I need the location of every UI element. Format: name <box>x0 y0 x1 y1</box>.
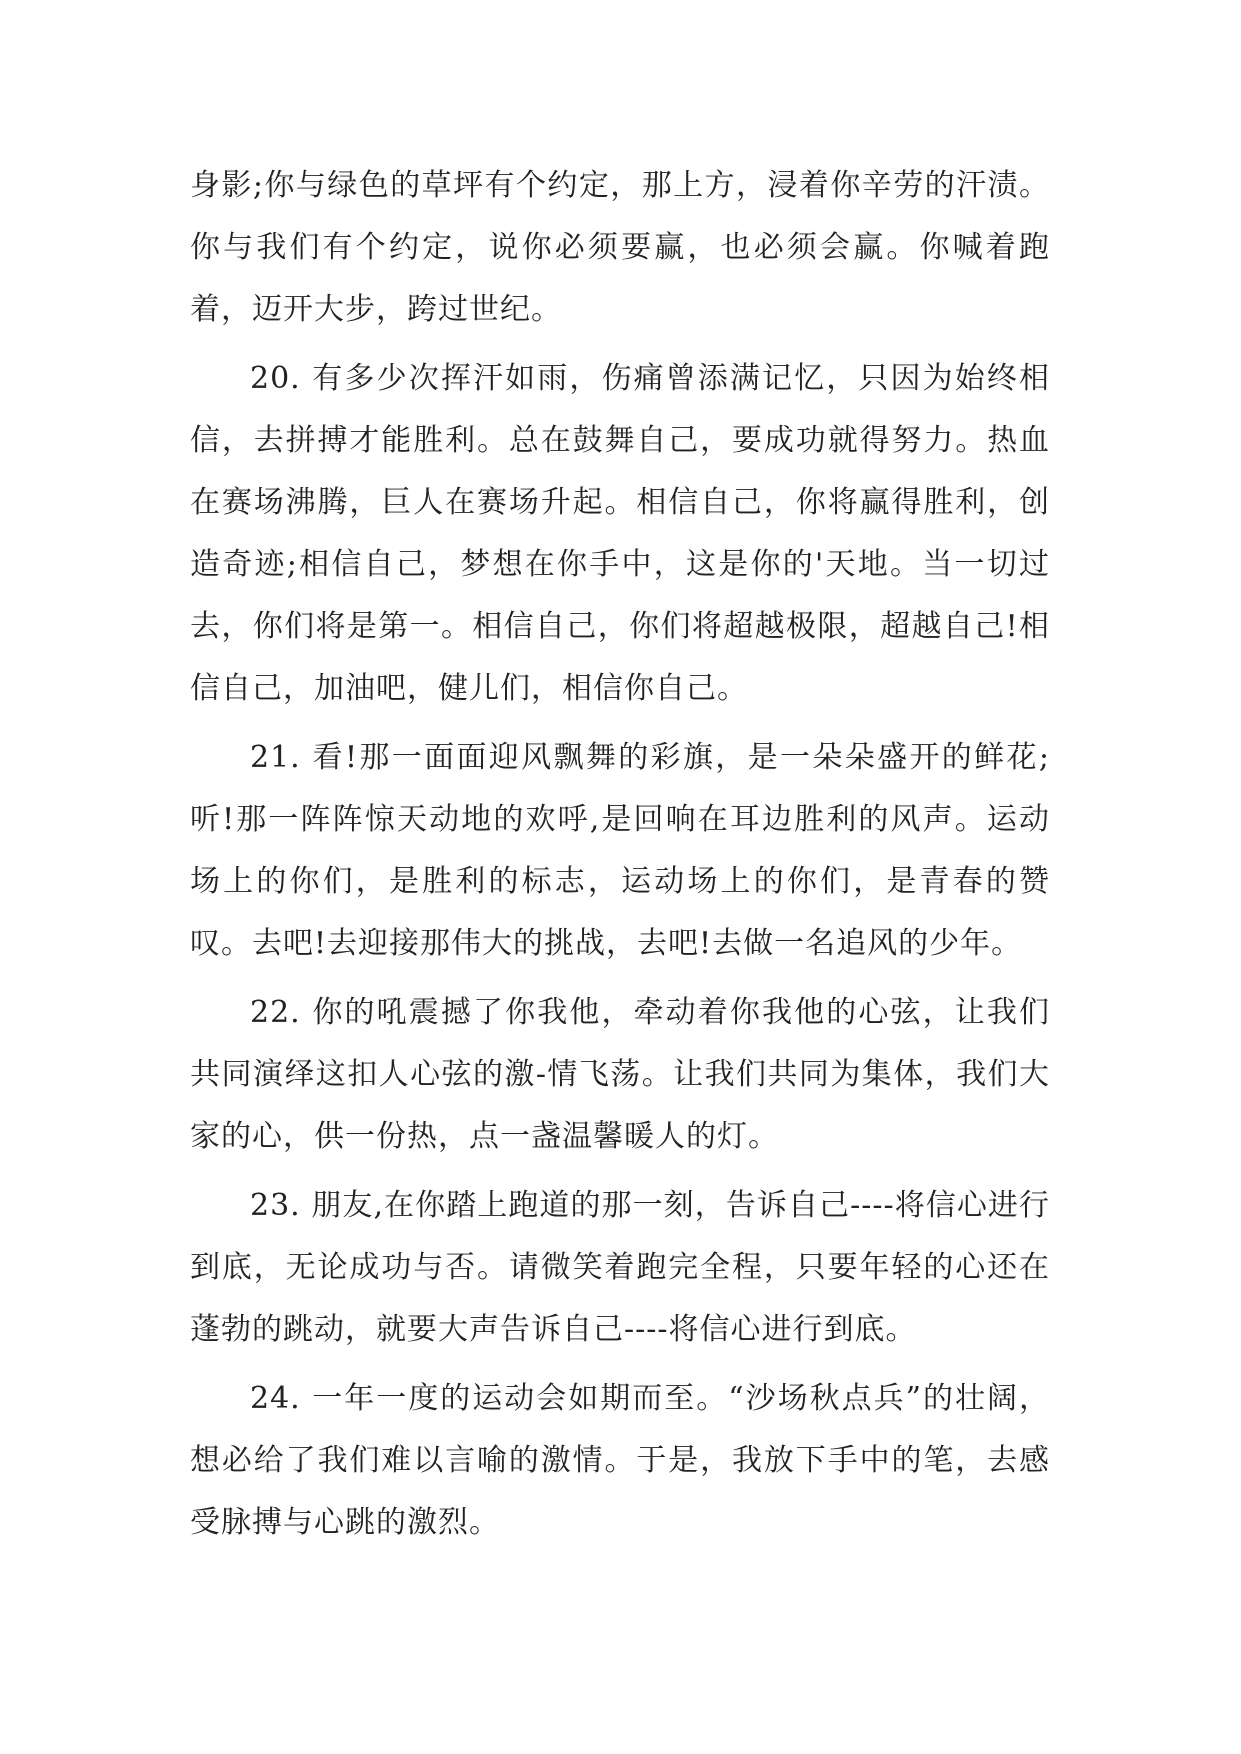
paragraph: 23. 朋友,在你踏上跑道的那一刻，告诉自己----将信心进行到底，无论成功与否。请微笑着跑完全程，只要年轻的心还在蓬勃的跳动，就要大声告诉自己----将信心进行到底。 <box>190 1188 1050 1347</box>
paragraph: 身影;你与绿色的草坪有个约定，那上方，浸着你辛劳的汗渍。你与我们有个约定，说你必须要赢，也必须会赢。你喊着跑着，迈开大步，跨过世纪。 <box>190 168 1050 327</box>
paragraph: 20. 有多少次挥汗如雨，伤痛曾添满记忆，只因为始终相信，去拼搏才能胜利。总在鼓舞自己，要成功就得努力。热血在赛场沸腾，巨人在赛场升起。相信自己，你将赢得胜利，创造奇迹;相信自己，梦想在你手中，这是你的'天地。当一切过去，你们将是第一。相信自己，你们将超越极限，超越自己!相信自己，加油吧，健儿们，相信你自己。 <box>190 361 1050 706</box>
paragraph: 21. 看!那一面面迎风飘舞的彩旗，是一朵朵盛开的鲜花;听!那一阵阵惊天动地的欢呼,是回响在耳边胜利的风声。运动场上的你们，是胜利的标志，运动场上的你们，是青春的赞叹。去吧!去迎接那伟大的挑战，去吧!去做一名追风的少年。 <box>190 740 1050 961</box>
document-body <box>190 155 1050 1561</box>
paragraph: 24. 一年一度的运动会如期而至。“沙场秋点兵”的壮阔，想必给了我们难以言喻的激情。于是，我放下手中的笔，去感受脉搏与心跳的激烈。 <box>190 1381 1050 1540</box>
paragraph: 22. 你的吼震撼了你我他，牵动着你我他的心弦，让我们共同演绎这扣人心弦的激-情飞荡。让我们共同为集体，我们大家的心，供一份热，点一盏温馨暖人的灯。 <box>190 995 1050 1154</box>
